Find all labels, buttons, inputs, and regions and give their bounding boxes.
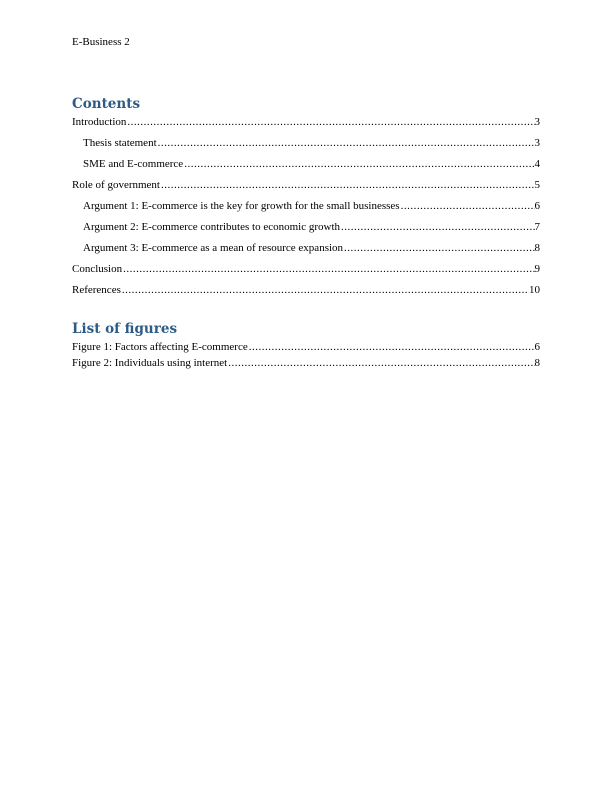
toc-entry-title: Argument 2: E-commerce contributes to economic growth [83,221,341,233]
toc-entry-title: Introduction [72,116,127,128]
toc-entry-argument-2[interactable] [72,221,540,242]
toc-entry-page: 10 [529,284,540,296]
toc-entry-title: References [72,284,121,296]
toc-dot-leader [344,242,534,255]
toc-entry-argument-3[interactable] [72,242,540,263]
toc-entry-page: 8 [534,242,540,254]
toc-entry-introduction[interactable] [72,116,540,137]
toc-dot-leader [158,137,535,150]
figure-entry-title: Figure 1: Factors affecting E-commerce [72,341,248,353]
contents-heading: Contents [72,96,141,112]
toc-entry-title: SME and E-commerce [83,158,184,170]
toc-dot-leader [401,200,535,213]
toc-entry-thesis-statement[interactable] [72,137,540,158]
figure-entry-1[interactable] [72,341,540,357]
toc-entry-title: Role of government [72,179,160,191]
list-of-figures [72,341,540,373]
toc-dot-leader [122,284,529,297]
toc-entry-page: 3 [534,137,540,149]
toc-entry-page: 9 [534,263,540,275]
toc-entry-page: 5 [534,179,540,191]
toc-dot-leader [161,179,535,192]
toc-entry-page: 4 [534,158,540,170]
toc-entry-sme-ecommerce[interactable] [72,158,540,179]
toc-dot-leader [127,116,534,129]
table-of-contents [72,116,540,305]
toc-entry-title: Argument 1: E-commerce is the key for growth for the small businesses [83,200,400,212]
toc-dot-leader [228,357,534,370]
toc-entry-conclusion[interactable] [72,263,540,284]
toc-entry-references[interactable] [72,284,540,305]
figure-entry-title: Figure 2: Individuals using internet [72,357,228,369]
toc-entry-title: Argument 3: E-commerce as a mean of resource expansion [83,242,344,254]
toc-entry-title: Thesis statement [83,137,157,149]
figure-entry-page: 6 [534,341,540,353]
toc-dot-leader [123,263,534,276]
figure-entry-2[interactable] [72,357,540,373]
toc-entry-title: Conclusion [72,263,123,275]
toc-entry-page: 3 [534,116,540,128]
figure-entry-page: 8 [534,357,540,369]
toc-dot-leader [184,158,534,171]
toc-dot-leader [341,221,534,234]
toc-entry-page: 7 [534,221,540,233]
toc-dot-leader [249,341,535,354]
toc-entry-argument-1[interactable] [72,200,540,221]
list-of-figures-heading: List of figures [72,321,178,337]
toc-entry-page: 6 [534,200,540,212]
toc-entry-role-of-government[interactable] [72,179,540,200]
running-head: E-Business 2 [72,36,130,48]
